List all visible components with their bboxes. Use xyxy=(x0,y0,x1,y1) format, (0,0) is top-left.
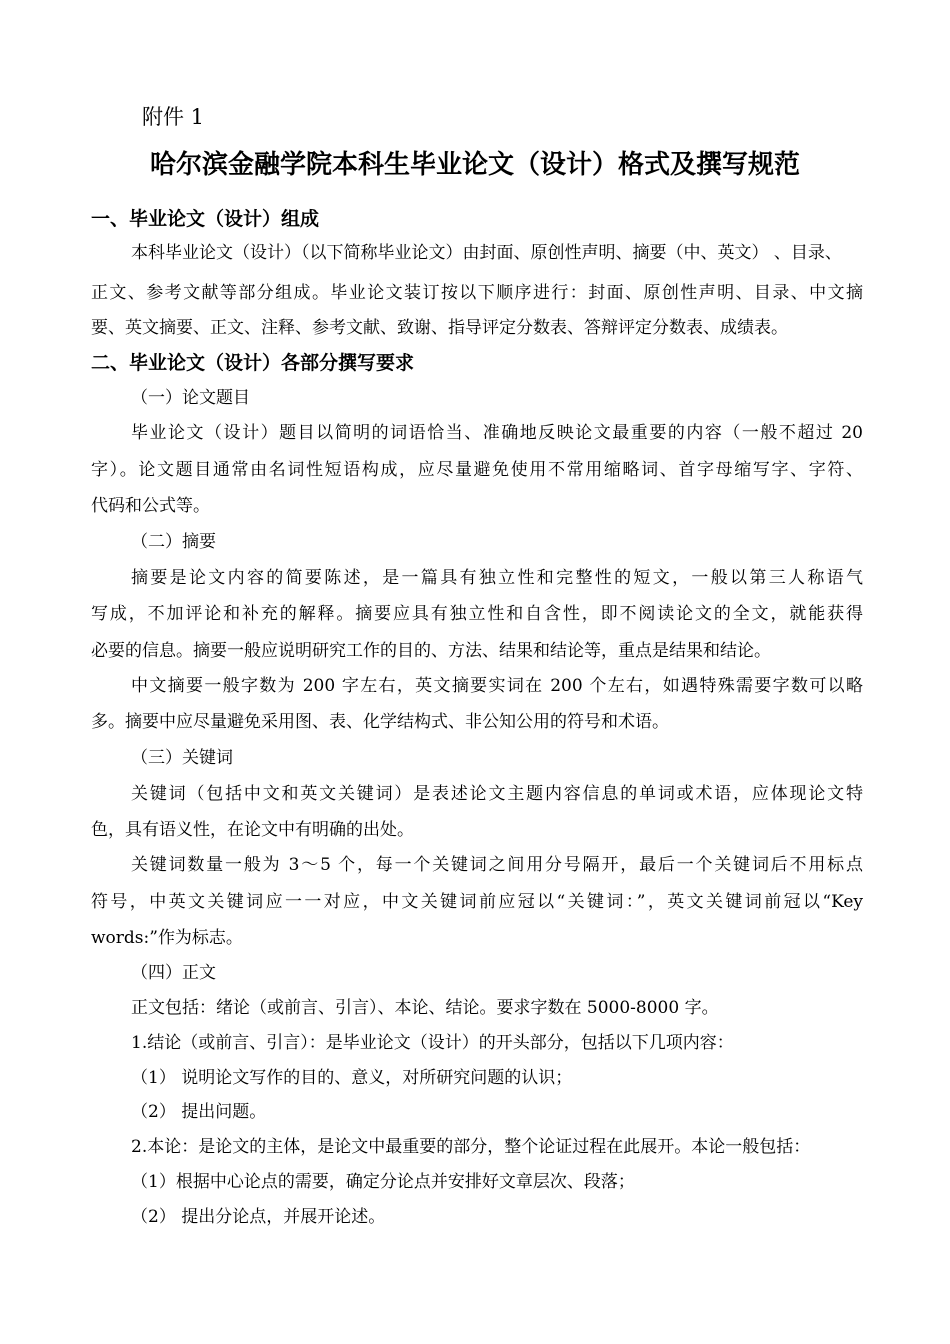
paragraph-line: words:”作为标志。 xyxy=(91,928,243,948)
subsection-heading-title: （一）论文题目 xyxy=(131,388,250,408)
paragraph-line: 代码和公式等。 xyxy=(91,496,210,516)
paragraph-line: 毕业论文（设计）题目以简明的词语恰当、准确地反映论文最重要的内容（一般不超过 20 xyxy=(131,423,863,443)
paragraph-line: 关键词数量一般为 3～5 个，每一个关键词之间用分号隔开，最后一个关键词后不用标点 xyxy=(131,855,863,875)
paragraph-line: 多。摘要中应尽量避免采用图、表、化学结构式、非公知公用的符号和术语。 xyxy=(91,712,669,732)
subsection-heading-abstract: （二）摘要 xyxy=(131,532,216,552)
paragraph-line: 必要的信息。摘要一般应说明研究工作的目的、方法、结果和结论等，重点是结果和结论。 xyxy=(91,641,771,661)
subsection-heading-keywords: （三）关键词 xyxy=(131,748,233,768)
section-heading-composition: 一、毕业论文（设计）组成 xyxy=(91,208,320,230)
paragraph-line: 符号，中英文关键词应一一对应，中文关键词前应冠以“关键词：”，英文关键词前冠以“Key xyxy=(91,892,863,912)
paragraph-line: 写成，不加评论和补充的解释。摘要应具有独立性和自含性，即不阅读论文的全文，就能获得 xyxy=(91,604,863,624)
section-heading-requirements: 二、毕业论文（设计）各部分撰写要求 xyxy=(91,352,415,374)
document-title: 哈尔滨金融学院本科生毕业论文（设计）格式及撰写规范 xyxy=(149,150,800,180)
paragraph-line: 关键词（包括中文和英文关键词）是表述论文主题内容信息的单词或术语，应体现论文特 xyxy=(131,784,863,804)
paragraph-line: 正文包括：绪论（或前言、引言）、本论、结论。要求字数在 5000-8000 字。 xyxy=(131,998,719,1018)
list-item: （2） 提出分论点，并展开论述。 xyxy=(131,1207,386,1227)
attachment-label: 附件 1 xyxy=(142,105,205,129)
paragraph-line: 要、英文摘要、正文、注释、参考文献、致谢、指导评定分数表、答辩评定分数表、成绩表。 xyxy=(91,318,788,338)
paragraph-line: 1.结论（或前言、引言）：是毕业论文（设计）的开头部分，包括以下几项内容： xyxy=(131,1033,734,1053)
list-item: （2） 提出问题。 xyxy=(131,1102,267,1122)
paragraph-line: 字）。论文题目通常由名词性短语构成，应尽量避免使用不常用缩略词、首字母缩写字、字符、 xyxy=(91,460,863,480)
list-item: （1）根据中心论点的需要，确定分论点并安排好文章层次、段落； xyxy=(131,1172,635,1192)
paragraph-line: 色，具有语义性，在论文中有明确的出处。 xyxy=(91,820,414,840)
paragraph-line: 正文、参考文献等部分组成。毕业论文装订按以下顺序进行：封面、原创性声明、目录、中文摘 xyxy=(91,283,863,303)
paragraph-line: 2.本论：是论文的主体，是论文中最重要的部分，整个论证过程在此展开。本论一般包括： xyxy=(131,1137,811,1157)
paragraph-line: 摘要是论文内容的简要陈述，是一篇具有独立性和完整性的短文，一般以第三人称语气 xyxy=(131,568,863,588)
subsection-heading-main-text: （四）正文 xyxy=(131,963,216,983)
list-item: （1） 说明论文写作的目的、意义，对所研究问题的认识； xyxy=(131,1068,573,1088)
paragraph-line: 本科毕业论文（设计）（以下简称毕业论文）由封面、原创性声明、摘要（中、英文） 、目录、 xyxy=(131,243,842,263)
paragraph-line: 中文摘要一般字数为 200 字左右，英文摘要实词在 200 个左右，如遇特殊需要字数可以略 xyxy=(131,676,863,696)
